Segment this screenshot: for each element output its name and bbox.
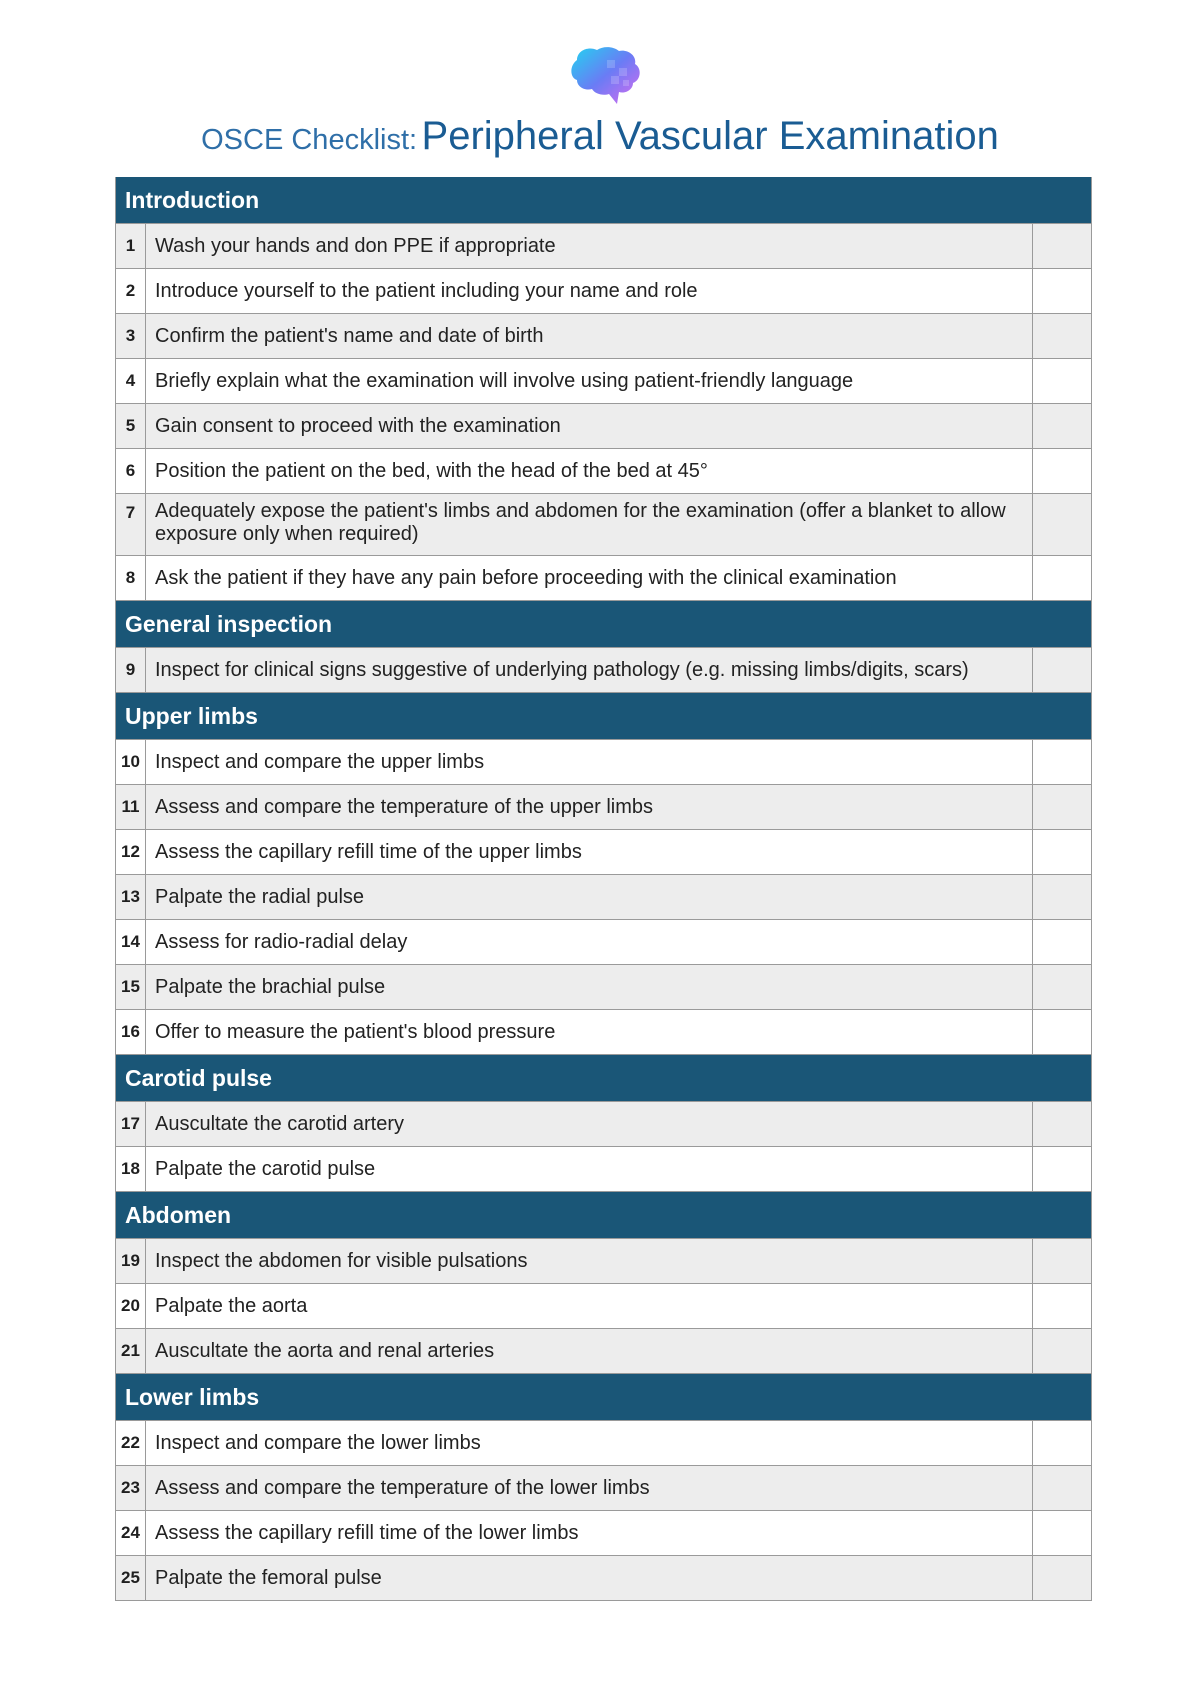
checkbox-cell[interactable] bbox=[1033, 1556, 1091, 1600]
checklist-row bbox=[116, 1147, 1091, 1192]
item-number: 10 bbox=[116, 740, 146, 784]
item-number: 13 bbox=[116, 875, 146, 919]
item-number: 16 bbox=[116, 1010, 146, 1054]
item-number: 1 bbox=[116, 224, 146, 268]
item-text: Offer to measure the patient's blood pressure bbox=[146, 1010, 1033, 1054]
item-text: Briefly explain what the examination will involve using patient-friendly language bbox=[146, 359, 1033, 403]
section-header: Introduction bbox=[116, 177, 1091, 224]
checkbox-cell[interactable] bbox=[1033, 1466, 1091, 1510]
item-text: Palpate the radial pulse bbox=[146, 875, 1033, 919]
item-number: 12 bbox=[116, 830, 146, 874]
checkbox-cell[interactable] bbox=[1033, 1102, 1091, 1146]
checklist-row bbox=[116, 1284, 1091, 1329]
checklist-row bbox=[116, 494, 1091, 556]
checkbox-cell[interactable] bbox=[1033, 404, 1091, 448]
checklist-row bbox=[116, 875, 1091, 920]
checkbox-cell[interactable] bbox=[1033, 875, 1091, 919]
item-text: Inspect and compare the lower limbs bbox=[146, 1421, 1033, 1465]
item-text: Inspect and compare the upper limbs bbox=[146, 740, 1033, 784]
checklist-row bbox=[116, 404, 1091, 449]
item-text: Wash your hands and don PPE if appropriate bbox=[146, 224, 1033, 268]
checklist-row bbox=[116, 648, 1091, 693]
section-header: Upper limbs bbox=[116, 693, 1091, 740]
checklist-row bbox=[116, 1556, 1091, 1601]
item-text: Inspect the abdomen for visible pulsations bbox=[146, 1239, 1033, 1283]
checkbox-cell[interactable] bbox=[1033, 1421, 1091, 1465]
checklist-row bbox=[116, 449, 1091, 494]
checklist-row bbox=[116, 1466, 1091, 1511]
checkbox-cell[interactable] bbox=[1033, 494, 1091, 555]
checklist-row bbox=[116, 269, 1091, 314]
checkbox-cell[interactable] bbox=[1033, 1511, 1091, 1555]
item-text: Gain consent to proceed with the examination bbox=[146, 404, 1033, 448]
item-text: Palpate the carotid pulse bbox=[146, 1147, 1033, 1191]
item-number: 15 bbox=[116, 965, 146, 1009]
checkbox-cell[interactable] bbox=[1033, 224, 1091, 268]
section-header: Carotid pulse bbox=[116, 1055, 1091, 1102]
item-text: Auscultate the carotid artery bbox=[146, 1102, 1033, 1146]
checklist-row bbox=[116, 1010, 1091, 1055]
item-text: Assess and compare the temperature of the lower limbs bbox=[146, 1466, 1033, 1510]
checklist-row bbox=[116, 830, 1091, 875]
checklist-table bbox=[115, 177, 1092, 1601]
item-text: Palpate the aorta bbox=[146, 1284, 1033, 1328]
checklist-row bbox=[116, 965, 1091, 1010]
checkbox-cell[interactable] bbox=[1033, 556, 1091, 600]
checklist-row bbox=[116, 314, 1091, 359]
item-number: 4 bbox=[116, 359, 146, 403]
item-number: 9 bbox=[116, 648, 146, 692]
item-number: 22 bbox=[116, 1421, 146, 1465]
item-text: Adequately expose the patient's limbs and abdomen for the examination (offer a blanket to allow exposure only when required) bbox=[146, 494, 1033, 555]
checklist-row bbox=[116, 224, 1091, 269]
section-header: Abdomen bbox=[116, 1192, 1091, 1239]
item-number: 2 bbox=[116, 269, 146, 313]
item-text: Position the patient on the bed, with the head of the bed at 45° bbox=[146, 449, 1033, 493]
item-number: 21 bbox=[116, 1329, 146, 1373]
checkbox-cell[interactable] bbox=[1033, 648, 1091, 692]
checkbox-cell[interactable] bbox=[1033, 314, 1091, 358]
item-text: Assess for radio-radial delay bbox=[146, 920, 1033, 964]
section-header: General inspection bbox=[116, 601, 1091, 648]
checkbox-cell[interactable] bbox=[1033, 1329, 1091, 1373]
item-text: Inspect for clinical signs suggestive of underlying pathology (e.g. missing limbs/digits, scars) bbox=[146, 648, 1033, 692]
item-text: Assess the capillary refill time of the upper limbs bbox=[146, 830, 1033, 874]
checklist-row bbox=[116, 1329, 1091, 1374]
item-number: 3 bbox=[116, 314, 146, 358]
item-text: Ask the patient if they have any pain before proceeding with the clinical examination bbox=[146, 556, 1033, 600]
checkbox-cell[interactable] bbox=[1033, 920, 1091, 964]
item-number: 23 bbox=[116, 1466, 146, 1510]
item-number: 8 bbox=[116, 556, 146, 600]
item-number: 19 bbox=[116, 1239, 146, 1283]
item-number: 24 bbox=[116, 1511, 146, 1555]
checkbox-cell[interactable] bbox=[1033, 830, 1091, 874]
checklist-row bbox=[116, 1239, 1091, 1284]
item-text: Confirm the patient's name and date of birth bbox=[146, 314, 1033, 358]
item-number: 25 bbox=[116, 1556, 146, 1600]
checkbox-cell[interactable] bbox=[1033, 1284, 1091, 1328]
checkbox-cell[interactable] bbox=[1033, 1147, 1091, 1191]
item-text: Palpate the brachial pulse bbox=[146, 965, 1033, 1009]
checkbox-cell[interactable] bbox=[1033, 785, 1091, 829]
item-number: 5 bbox=[116, 404, 146, 448]
item-number: 11 bbox=[116, 785, 146, 829]
section-header: Lower limbs bbox=[116, 1374, 1091, 1421]
checklist-row bbox=[116, 359, 1091, 404]
checkbox-cell[interactable] bbox=[1033, 449, 1091, 493]
checklist-row bbox=[116, 740, 1091, 785]
title-main: Peripheral Vascular Examination bbox=[421, 114, 999, 158]
title-prefix: OSCE Checklist: bbox=[201, 124, 418, 156]
item-text: Introduce yourself to the patient including your name and role bbox=[146, 269, 1033, 313]
item-number: 17 bbox=[116, 1102, 146, 1146]
checkbox-cell[interactable] bbox=[1033, 359, 1091, 403]
page-title bbox=[0, 114, 1200, 159]
checklist-row bbox=[116, 1421, 1091, 1466]
checkbox-cell[interactable] bbox=[1033, 1239, 1091, 1283]
item-number: 18 bbox=[116, 1147, 146, 1191]
checklist-row bbox=[116, 1102, 1091, 1147]
checkbox-cell[interactable] bbox=[1033, 269, 1091, 313]
item-text: Assess the capillary refill time of the lower limbs bbox=[146, 1511, 1033, 1555]
item-number: 14 bbox=[116, 920, 146, 964]
brain-logo-icon bbox=[567, 46, 643, 108]
item-number: 6 bbox=[116, 449, 146, 493]
item-number: 7 bbox=[116, 494, 146, 555]
item-text: Assess and compare the temperature of the upper limbs bbox=[146, 785, 1033, 829]
item-number: 20 bbox=[116, 1284, 146, 1328]
item-text: Auscultate the aorta and renal arteries bbox=[146, 1329, 1033, 1373]
checklist-row bbox=[116, 920, 1091, 965]
checkbox-cell[interactable] bbox=[1033, 965, 1091, 1009]
checklist-row bbox=[116, 556, 1091, 601]
checkbox-cell[interactable] bbox=[1033, 1010, 1091, 1054]
item-text: Palpate the femoral pulse bbox=[146, 1556, 1033, 1600]
checklist-row bbox=[116, 785, 1091, 830]
checklist-row bbox=[116, 1511, 1091, 1556]
checkbox-cell[interactable] bbox=[1033, 740, 1091, 784]
